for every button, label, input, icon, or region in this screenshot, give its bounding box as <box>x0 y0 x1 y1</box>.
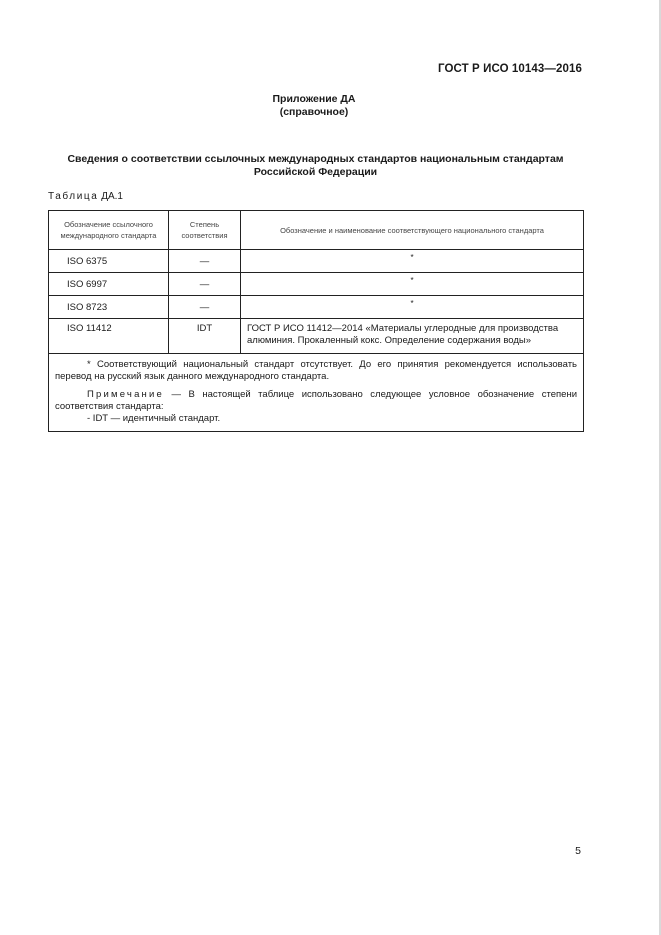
header-degree-of-conformity: Степень соответствия <box>169 211 241 250</box>
table-notes-row <box>49 354 584 432</box>
cell-degree: — <box>169 273 241 296</box>
table-row <box>49 250 584 273</box>
header-national-standard: Обозначение и наименование соответствующего национального стандарта <box>241 211 584 250</box>
appendix-heading <box>0 93 628 119</box>
cell-national: ГОСТ Р ИСО 11412—2014 «Материалы углеродные для производства алюминия. Прокаленный кокс. Определение содержания воды» <box>241 319 584 354</box>
cell-international: ISO 6375 <box>49 250 169 273</box>
page-number: 5 <box>575 845 581 857</box>
table-row <box>49 319 584 354</box>
document-code: ГОСТ Р ИСО 10143—2016 <box>437 63 582 75</box>
table-row <box>49 273 584 296</box>
cell-national: * <box>241 296 584 319</box>
cell-international: ISO 11412 <box>49 319 169 354</box>
table-label-word: Таблица <box>48 191 99 202</box>
header-international-standard: Обозначение ссылочного международного стандарта <box>49 211 169 250</box>
cell-international: ISO 6997 <box>49 273 169 296</box>
table-footnote: * Соответствующий национальный стандарт отсутствует. До его принятия рекомендуется использовать перевод на русский язык данного международного стандарта. <box>55 359 577 382</box>
appendix-subtitle: (справочное) <box>279 106 349 118</box>
appendix-title: Приложение ДА <box>272 93 356 105</box>
note-text: — В настоящей таблице использовано следующее условное обозначение степени соответствия стандарта: <box>55 389 577 412</box>
table-row <box>49 296 584 319</box>
cell-degree: — <box>169 250 241 273</box>
cell-degree: — <box>169 296 241 319</box>
standards-table <box>48 210 584 432</box>
note-label: Примечание <box>87 389 164 400</box>
table-label <box>48 191 123 202</box>
section-title: Сведения о соответствии ссылочных международных стандартов национальным стандартам Российской Федерации <box>67 153 564 178</box>
table-note <box>55 389 577 413</box>
note-item: - IDT — идентичный стандарт. <box>87 413 221 424</box>
cell-degree: IDT <box>169 319 241 354</box>
table-notes <box>49 354 584 432</box>
cell-national: * <box>241 273 584 296</box>
cell-national: * <box>241 250 584 273</box>
cell-international: ISO 8723 <box>49 296 169 319</box>
table-header-row <box>49 211 584 250</box>
table-label-number: ДА.1 <box>101 191 123 202</box>
